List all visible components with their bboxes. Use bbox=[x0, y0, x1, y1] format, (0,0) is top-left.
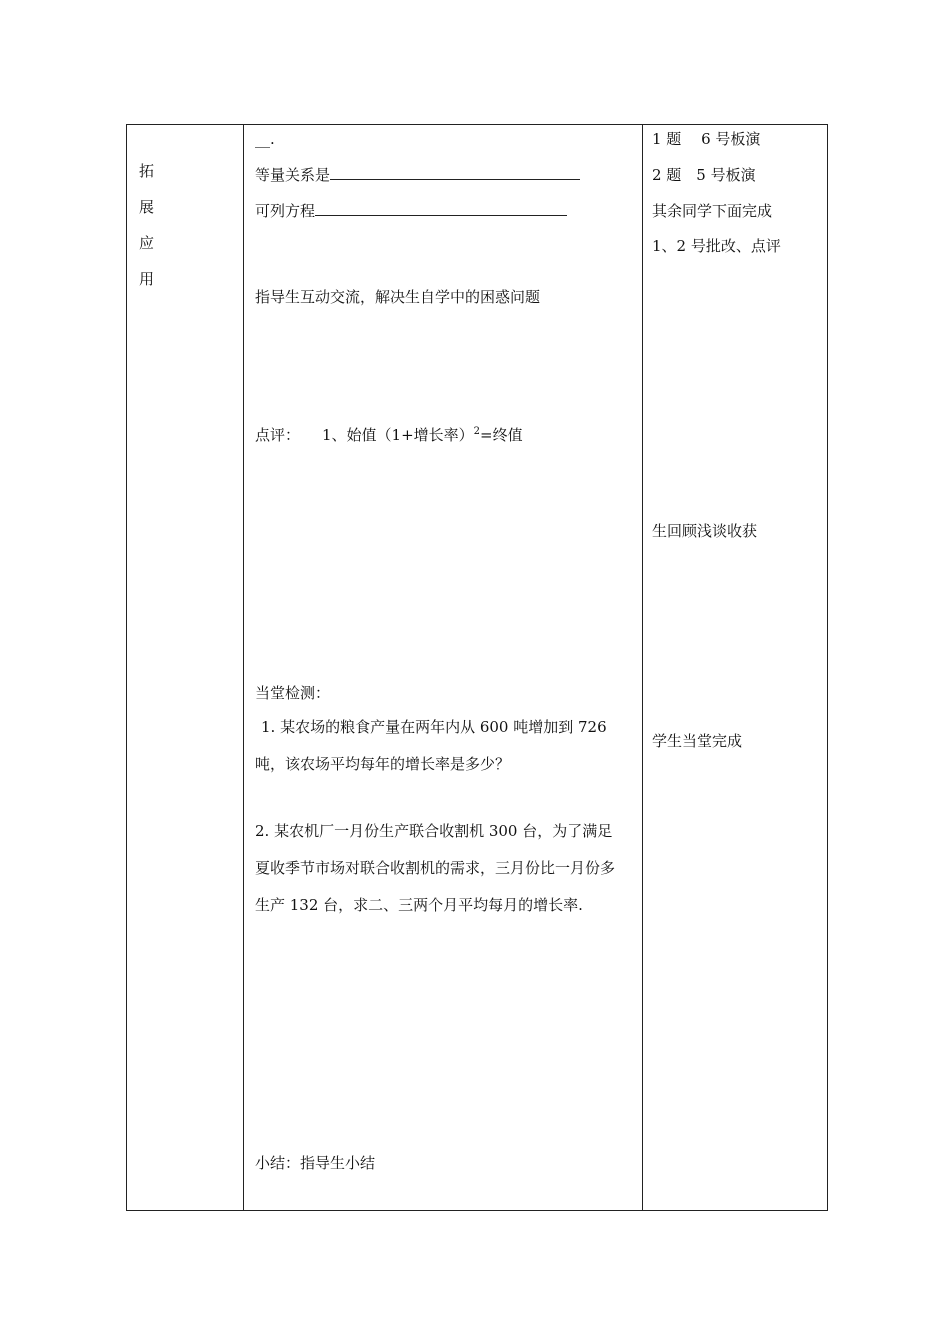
column-divider-1 bbox=[243, 125, 244, 1210]
right-note: 1 题 6 号板演 bbox=[652, 130, 761, 148]
right-note: 1、2 号批改、点评 bbox=[652, 237, 781, 255]
right-note: 学生当堂完成 bbox=[652, 732, 743, 750]
blank-end: __. bbox=[255, 130, 275, 148]
answer-blank bbox=[330, 165, 580, 180]
comment-power: 2 bbox=[473, 426, 481, 437]
summary-text: 小结：指导生小结 bbox=[255, 1154, 376, 1172]
equal-relation-label: 等量关系是 bbox=[255, 166, 331, 184]
section-label bbox=[139, 153, 169, 297]
answer-blank bbox=[315, 201, 567, 216]
section-label-char: 用 bbox=[139, 270, 155, 288]
section-label-char: 展 bbox=[139, 198, 155, 216]
guide-text: 指导生互动交流，解决生自学中的困惑问题 bbox=[255, 288, 541, 306]
section-label-char: 拓 bbox=[139, 162, 155, 180]
column-divider-2 bbox=[642, 125, 643, 1210]
right-note: 生回顾浅谈收获 bbox=[652, 522, 758, 540]
right-note: 2 题 5 号板演 bbox=[652, 166, 756, 184]
lesson-table bbox=[126, 124, 828, 1211]
equation-line bbox=[255, 201, 567, 221]
comment-prefix: 点评： bbox=[255, 426, 301, 444]
right-note: 其余同学下面完成 bbox=[652, 202, 773, 220]
comment-line bbox=[255, 422, 523, 445]
section-label-char: 应 bbox=[139, 234, 155, 252]
comment-suffix: =终值 bbox=[480, 426, 523, 444]
comment-item: 1、始值（1+增长率） bbox=[322, 426, 474, 444]
test-title: 当堂检测： bbox=[255, 684, 331, 702]
question-1: 1. 某农场的粮食产量在两年内从 600 吨增加到 726 吨，该农场平均每年的增长率是多少？ bbox=[255, 718, 607, 773]
equal-relation-line bbox=[255, 165, 580, 185]
question-2: 2. 某农机厂一月份生产联合收割机 300 台，为了满足夏收季节市场对联合收割机的需求，三月份比一月份多生产 132 台，求二、三两个月平均每月的增长率. bbox=[255, 822, 616, 914]
equation-label: 可列方程 bbox=[255, 202, 316, 220]
